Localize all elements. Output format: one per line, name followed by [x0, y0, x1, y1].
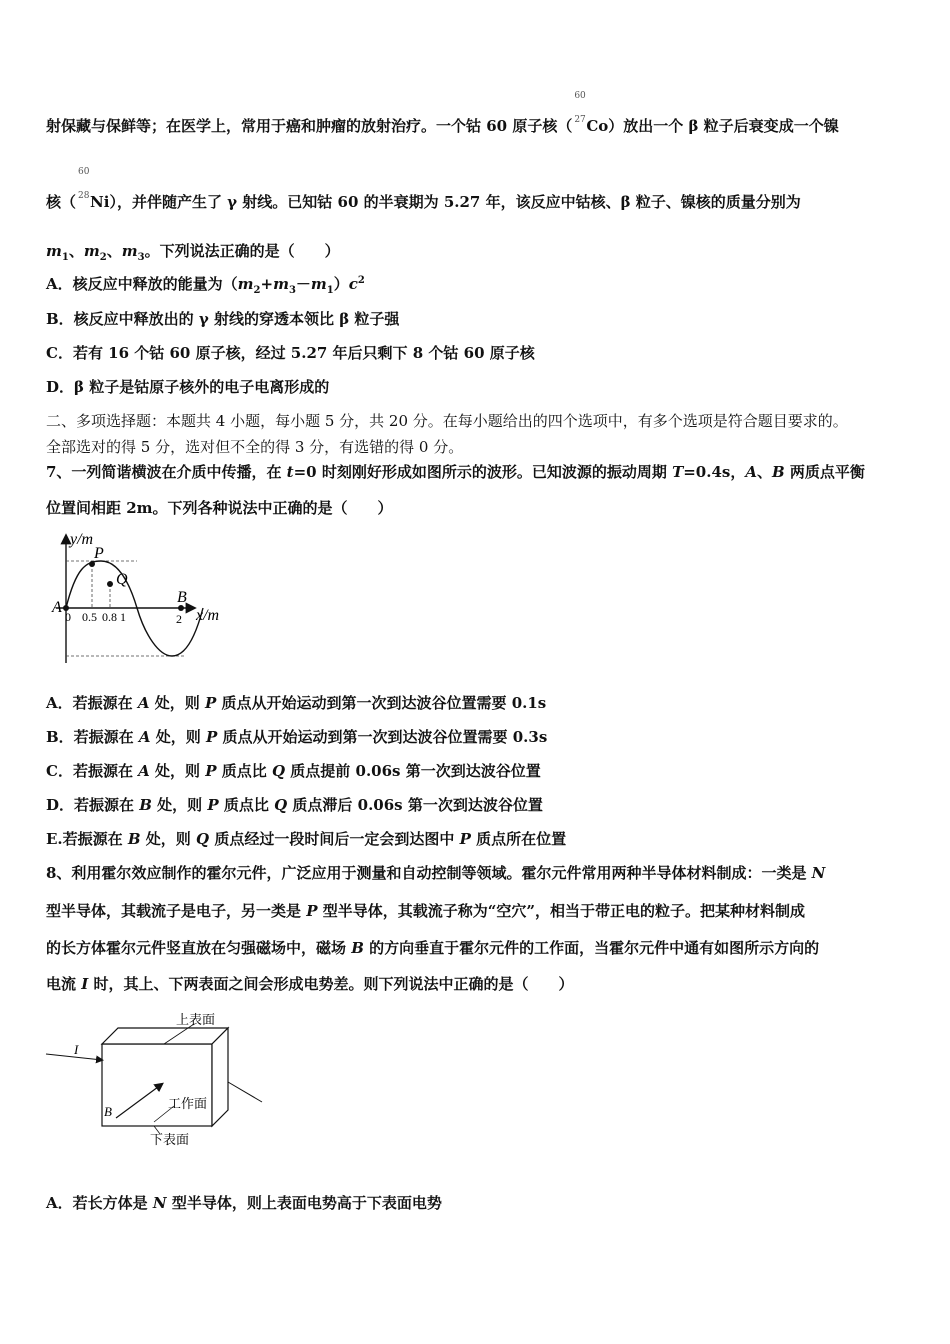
- label-work-surface: 工作面: [168, 1096, 208, 1111]
- section2-heading-line2: 全部选对的得 5 分，选对但不全的得 3 分，有选错的得 0 分。: [46, 438, 464, 456]
- hall-block-top: [102, 1028, 228, 1044]
- co60-isotope: 60 27: [574, 91, 586, 125]
- q8-stem-line1: 8、利用霍尔效应制作的霍尔元件，广泛应用于测量和自动控制等领域。霍尔元件常用两种半导体材料制成：一类是 N: [46, 864, 826, 882]
- q6-line-3: $m_1$、$m_2$、$m_3$。下列说法正确的是（ ）: [46, 242, 340, 263]
- q6-option-b: B．核反应中释放出的 γ 射线的穿透本领比 β 粒子强: [46, 310, 400, 328]
- q7-stem-line2: 位置间相距 2m。下列各种说法中正确的是（ ）: [46, 499, 393, 517]
- label-Q: Q: [116, 571, 128, 588]
- hall-block-front: [102, 1044, 212, 1126]
- q6-line-2: 核（ 60 28 Ni），并伴随产生了 γ 射线。已知钴 60 的半衰期为 5.27 年，该反应中钴核、β 粒子、镍核的质量分别为: [46, 167, 801, 211]
- tick-2: 2: [176, 612, 182, 626]
- point-Q: [107, 581, 113, 587]
- q7-option-e: E.若振源在 B 处，则 Q 质点经过一段时间后一定会到达图中 P 质点所在位置: [46, 830, 567, 848]
- q8-option-a: A．若长方体是 N 型半导体，则上表面电势高于下表面电势: [46, 1194, 442, 1212]
- label-A: A: [52, 599, 62, 616]
- tick-0: 0: [65, 610, 71, 624]
- q6-option-d: D．β 粒子是钴原子核外的电子电离形成的: [46, 378, 330, 396]
- label-field-B: B: [104, 1104, 112, 1119]
- q6-line-1: 射保藏与保鲜等；在医学上，常用于癌和肿瘤的放射治疗。一个钴 60 原子核（ 60 27 Co）放出一个 β 粒子后衰变成一个镍: [46, 91, 839, 135]
- q7-stem-line1: 7、一列简谐横波在介质中传播，在 t=0 时刻刚好形成如图所示的波形。已知波源的振动周期 T=0.4s，A、B 两质点平衡: [46, 463, 865, 481]
- tick-0.8: 0.8: [102, 610, 117, 624]
- label-bottom-surface: 下表面: [150, 1132, 190, 1147]
- q7-option-a: A．若振源在 A 处，则 P 质点从开始运动到第一次到达波谷位置需要 0.1s: [46, 694, 547, 712]
- wave-figure: [44, 528, 244, 668]
- tick-1: 1: [120, 610, 126, 624]
- label-top-surface: 上表面: [176, 1012, 216, 1027]
- tick-0.5: 0.5: [82, 610, 97, 624]
- q8-stem-line2: 型半导体，其载流子是电子，另一类是 P 型半导体，其载流子称为“空穴”，相当于带正电的粒子。把某种材料制成: [46, 902, 805, 920]
- q8-stem-line3: 的长方体霍尔元件竖直放在匀强磁场中，磁场 B 的方向垂直于霍尔元件的工作面，当霍尔元件中通有如图所示方向的: [46, 939, 820, 957]
- q7-option-d: D．若振源在 B 处，则 P 质点比 Q 质点滞后 0.06s 第一次到达波谷位置: [46, 796, 543, 814]
- label-B: B: [177, 589, 187, 606]
- q6-option-a: A．核反应中释放的能量为$(m_2+m_3-m_1)c^2$: [46, 275, 365, 296]
- section2-heading-line1: 二、多项选择题：本题共 4 小题，每小题 5 分，共 20 分。在每小题给出的四个选项中，有多个选项是符合题目要求的。: [46, 412, 848, 430]
- q6-option-c: C．若有 16 个钴 60 原子核，经过 5.27 年后只剩下 8 个钴 60 原子核: [46, 344, 535, 362]
- current-line-right: [228, 1082, 262, 1102]
- ni60-isotope: 60 28: [78, 167, 90, 201]
- hall-element-figure: [44, 1010, 274, 1152]
- x-axis-label: x/m: [196, 607, 220, 624]
- y-axis-label: y/m: [70, 531, 94, 548]
- q7-option-b: B．若振源在 A 处，则 P 质点从开始运动到第一次到达波谷位置需要 0.3s: [46, 728, 548, 746]
- q7-option-c: C．若振源在 A 处，则 P 质点比 Q 质点提前 0.06s 第一次到达波谷位置: [46, 762, 541, 780]
- hall-block-side: [212, 1028, 228, 1126]
- label-current-I: I: [74, 1042, 79, 1057]
- q8-stem-line4: 电流 I 时，其上、下两表面之间会形成电势差。则下列说法中正确的是（ ）: [46, 975, 574, 993]
- label-P: P: [94, 545, 104, 562]
